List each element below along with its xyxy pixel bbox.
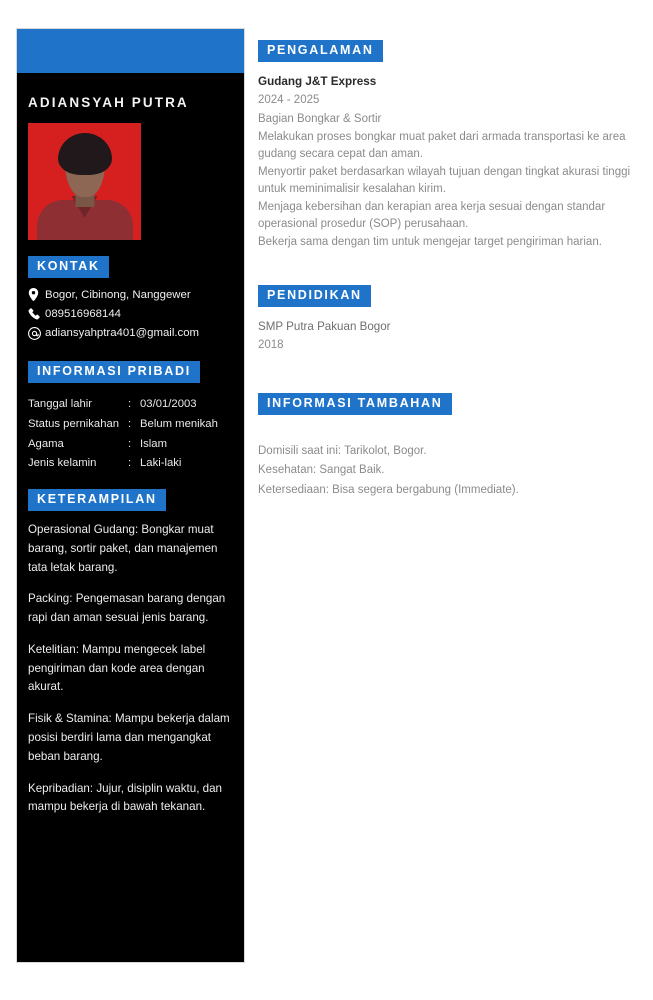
list-item: Menyortir paket berdasarkan wilayah tujuan dengan tingkat akurasi tinggi untuk meminimalisir kesalahan kirim. <box>258 165 631 196</box>
personal-info-value: Laki-laki <box>140 457 182 470</box>
location-pin-icon <box>28 288 45 301</box>
list-item: Operasional Gudang: Bongkar muat barang, sortir paket, dan manajemen tata letak barang. <box>28 522 218 574</box>
list-item: Ketelitian: Mampu mengecek label pengiriman dan kode area dengan akurat. <box>28 642 206 694</box>
sidebar-top-accent-bar <box>17 29 244 73</box>
list-item: Kesehatan: Sangat Baik. <box>258 464 385 477</box>
experience-company: Gudang J&T Express <box>258 74 377 88</box>
experience-role: Bagian Bongkar & Sortir <box>258 112 382 125</box>
personal-info-label: Jenis kelamin <box>28 457 97 470</box>
list-item: Fisik & Stamina: Mampu bekerja dalam posisi berdiri lama dan mengangkat beban barang. <box>28 712 230 763</box>
section-pengalaman <box>258 40 644 251</box>
profile-photo <box>28 123 141 240</box>
personal-info-table <box>28 395 233 474</box>
main-column <box>258 40 644 504</box>
table-row <box>28 454 233 474</box>
section-heading-pengalaman: PENGALAMAN <box>258 40 383 62</box>
table-row <box>28 395 233 415</box>
phone-icon <box>28 308 45 320</box>
spacer <box>258 255 644 285</box>
personal-info-separator: : <box>128 417 132 430</box>
section-heading-kontak: KONTAK <box>28 256 109 278</box>
contact-email-text: adiansyahptra401@gmail.com <box>45 327 200 339</box>
section-heading-informasi-tambahan: INFORMASI TAMBAHAN <box>258 393 452 415</box>
section-heading-pendidikan: PENDIDIKAN <box>258 285 371 307</box>
personal-info-label: Agama <box>28 437 64 450</box>
section-heading-keterampilan: KETERAMPILAN <box>28 489 166 511</box>
list-item: Domisili saat ini: Tarikolot, Bogor. <box>258 444 427 457</box>
personal-info-value: Belum menikah <box>140 417 218 430</box>
personal-info-value: Islam <box>140 437 167 450</box>
personal-info-separator: : <box>128 398 132 411</box>
contact-phone-text: 089516968144 <box>45 307 122 320</box>
personal-info-value: 03/01/2003 <box>140 398 197 411</box>
list-item: Menjaga kebersihan dan kerapian area kerja sesuai dengan standar operasional prosedur (SOP) perusahaan. <box>258 200 606 231</box>
list-item: Kepribadian: Jujur, disiplin waktu, dan mampu bekerja di bawah tekanan. <box>28 781 222 814</box>
at-email-icon <box>28 327 45 340</box>
photo-hair-shape <box>58 133 112 175</box>
contact-item-phone <box>28 307 233 321</box>
spacer <box>258 427 644 443</box>
table-row <box>28 414 233 434</box>
contact-item-address <box>28 288 233 302</box>
candidate-name: ADIANSYAH PUTRA <box>28 95 189 110</box>
sidebar <box>16 28 245 963</box>
sidebar-content <box>17 95 244 817</box>
table-row <box>28 434 233 454</box>
personal-info-label: Status pernikahan <box>28 417 120 430</box>
education-year: 2018 <box>258 338 284 351</box>
education-school: SMP Putra Pakuan Bogor <box>258 319 391 333</box>
contact-list <box>28 288 233 341</box>
list-item: Ketersediaan: Bisa segera bergabung (Immediate). <box>258 484 519 497</box>
list-item: Packing: Pengemasan barang dengan rapi dan aman sesuai jenis barang. <box>28 592 226 625</box>
section-informasi-tambahan <box>258 393 644 500</box>
section-pendidikan <box>258 285 644 353</box>
contact-address-text: Bogor, Cibinong, Nanggewer <box>45 288 191 301</box>
skills-list <box>28 521 233 817</box>
personal-info-separator: : <box>128 457 132 470</box>
experience-period: 2024 - 2025 <box>258 94 320 107</box>
personal-info-separator: : <box>128 437 132 450</box>
spacer <box>258 357 644 393</box>
personal-info-label: Tanggal lahir <box>28 398 93 411</box>
section-heading-informasi-pribadi: INFORMASI PRIBADI <box>28 361 200 383</box>
list-item: Bekerja sama dengan tim untuk mengejar target pengiriman harian. <box>258 235 602 248</box>
contact-item-email <box>28 326 233 340</box>
list-item: Melakukan proses bongkar muat paket dari armada transportasi ke area gudang secara cepat dan aman. <box>258 130 626 161</box>
